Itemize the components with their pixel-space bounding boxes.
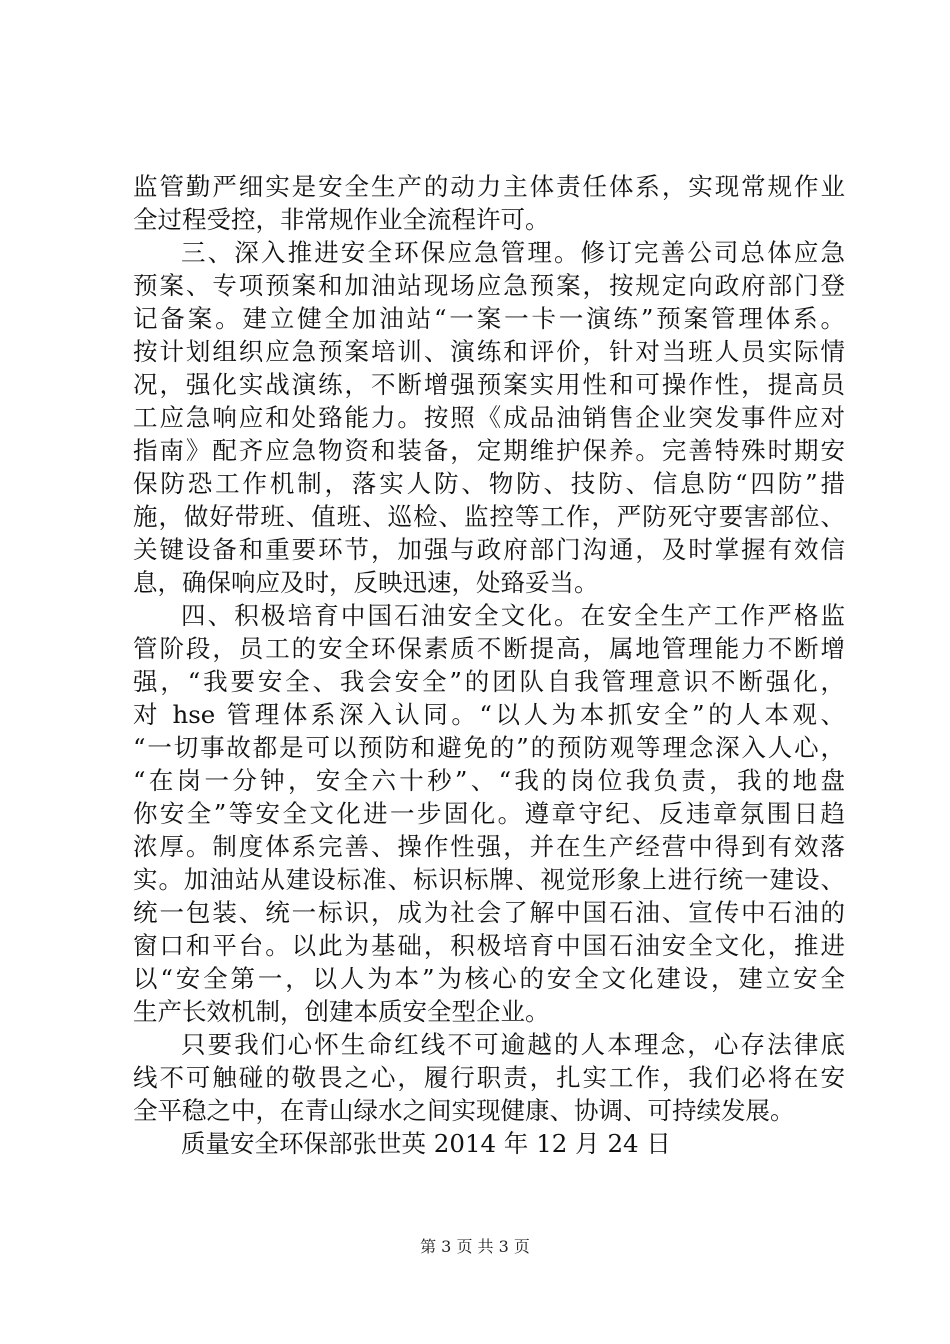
signature-line: 质量安全环保部张世英 2014 年 12 月 24 日 xyxy=(181,1129,671,1158)
text-line: 统一包装、统一标识，成为社会了解中国石油、宣传中石油的 xyxy=(133,898,845,927)
text-line: 浓厚。制度体系完善、操作性强，并在生产经营中得到有效落 xyxy=(133,832,845,861)
text-line: 线不可触碰的敬畏之心，履行职责，扎实工作，我们必将在安 xyxy=(133,1063,845,1092)
text-line: 预案、专项预案和加油站现场应急预案，按规定向政府部门登 xyxy=(133,271,845,300)
text-line: 关键设备和重要环节，加强与政府部门沟通，及时掌握有效信 xyxy=(133,535,845,564)
text-line: 记备案。建立健全加油站“一案一卡一演练”预案管理体系。 xyxy=(133,304,845,333)
text-line: 强，“我要安全、我会安全”的团队自我管理意识不断强化， xyxy=(133,667,845,696)
paragraph-lines xyxy=(133,170,845,1127)
text-line: 监管勤严细实是安全生产的动力主体责任体系，实现常规作业 xyxy=(133,172,845,201)
text-line: 指南》配齐应急物资和装备，定期维护保养。完善特殊时期安 xyxy=(133,436,845,465)
text-line: 生产长效机制，创建本质安全型企业。 xyxy=(133,997,550,1026)
text-line: 对 hse 管理体系深入认同。“以人为本抓安全”的人本观、 xyxy=(133,700,845,729)
document-body xyxy=(133,170,845,1160)
text-line: 窗口和平台。以此为基础，积极培育中国石油安全文化，推进 xyxy=(133,931,845,960)
text-line: 实。加油站从建设标准、标识标牌、视觉形象上进行统一建设、 xyxy=(133,865,845,894)
text-line: 息，确保响应及时，反映迅速，处臵妥当。 xyxy=(133,568,599,597)
text-line: 工应急响应和处臵能力。按照《成品油销售企业突发事件应对 xyxy=(133,403,845,432)
text-line: 三、深入推进安全环保应急管理。修订完善公司总体应急 xyxy=(181,238,845,267)
text-line: 全平稳之中，在青山绿水之间实现健康、协调、可持续发展。 xyxy=(133,1096,795,1125)
text-line: 按计划组织应急预案培训、演练和评价，针对当班人员实际情 xyxy=(133,337,845,366)
text-line: 保防恐工作机制，落实人防、物防、技防、信息防“四防”措 xyxy=(133,469,845,498)
text-line: “在岗一分钟，安全六十秒”、“我的岗位我负责，我的地盘 xyxy=(133,766,845,795)
text-line: 施，做好带班、值班、巡检、监控等工作，严防死守要害部位、 xyxy=(133,502,845,531)
text-line: 你安全”等安全文化进一步固化。遵章守纪、反违章氛围日趋 xyxy=(133,799,845,828)
text-line: 况，强化实战演练，不断增强预案实用性和可操作性，提高员 xyxy=(133,370,845,399)
text-line: 以“安全第一，以人为本”为核心的安全文化建设，建立安全 xyxy=(133,964,845,993)
text-line: 管阶段，员工的安全环保素质不断提高，属地管理能力不断增 xyxy=(133,634,845,663)
text-line: “一切事故都是可以预防和避免的”的预防观等理念深入人心， xyxy=(133,733,845,762)
text-line: 全过程受控，非常规作业全流程许可。 xyxy=(133,205,550,234)
text-line: 只要我们心怀生命红线不可逾越的人本理念，心存法律底 xyxy=(181,1030,845,1059)
text-line: 四、积极培育中国石油安全文化。在安全生产工作严格监 xyxy=(181,601,845,630)
page-footer: 第 3 页 共 3 页 xyxy=(420,1237,530,1256)
